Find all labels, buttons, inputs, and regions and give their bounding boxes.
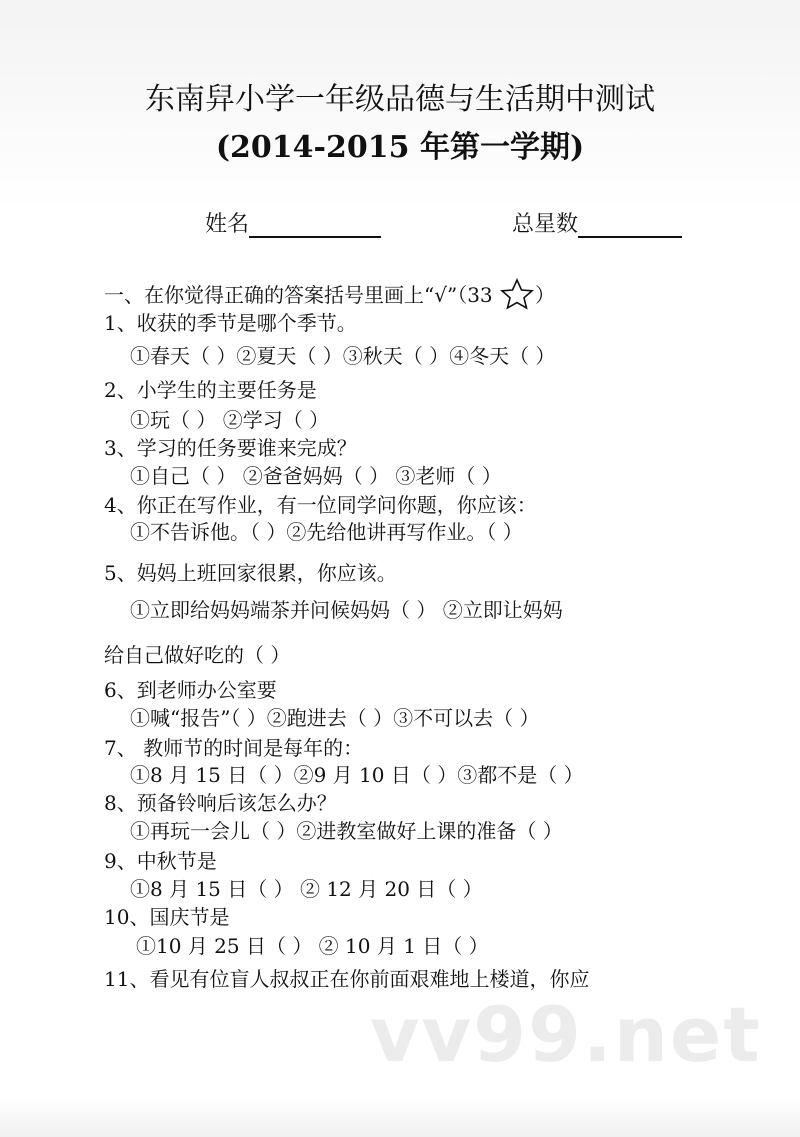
question-2-options: ①玩（ ） ②学习（ ） (130, 408, 330, 432)
question-6: 6、到老师办公室要 (104, 678, 277, 702)
question-5-options: ①立即给妈妈端茶并问候妈妈（ ） ②立即让妈妈 (130, 598, 563, 622)
question-7: 7、 教师节的时间是每年的： (104, 736, 364, 760)
stars-field (512, 212, 682, 238)
stars-label: 总星数 (512, 212, 579, 237)
question-8: 8、预备铃响后该怎么办？ (104, 791, 337, 815)
question-5: 5、妈妈上班回家很累，你应该。 (104, 561, 397, 585)
question-4: 4、你正在写作业，有一位同学问你题，你应该： (104, 493, 537, 517)
question-10-options: ①10 月 25 日（ ） ② 10 月 1 日（ ） (136, 934, 489, 958)
question-8-options: ①再玩一会儿（ ）②进教室做好上课的准备（ ） (130, 819, 563, 843)
section1-instruction-text: 一、在你觉得正确的答案括号里画上“√”（33 (104, 283, 493, 307)
name-blank[interactable] (249, 214, 381, 238)
question-7-options: ①8 月 15 日（ ）②9 月 10 日（ ）③都不是（ ） (130, 763, 584, 787)
question-4-options: ①不告诉他。（ ）②先给他讲再写作业。（ ） (130, 520, 523, 544)
question-9: 9、中秋节是 (104, 849, 217, 873)
stars-blank[interactable] (578, 214, 682, 238)
question-3-options: ①自己（ ） ②爸爸妈妈（ ） ③老师（ ） (130, 464, 502, 488)
question-2: 2、小学生的主要任务是 (104, 378, 317, 402)
name-field (205, 212, 381, 238)
question-5-options-cont: 给自己做好吃的（ ） (104, 643, 291, 667)
question-9-options: ①8 月 15 日（ ） ② 12 月 20 日（ ） (130, 877, 483, 901)
name-label: 姓名 (205, 212, 250, 237)
question-3: 3、学习的任务要谁来完成？ (104, 436, 357, 460)
star-outline-icon (499, 278, 535, 316)
question-1: 1、收获的季节是哪个季节。 (104, 311, 357, 335)
question-11: 11、看见有位盲人叔叔正在你前面艰难地上楼道，你应 (104, 967, 590, 991)
question-6-options: ①喊“报告”（ ）②跑进去（ ）③不可以去（ ） (130, 706, 540, 730)
question-1-options: ①春天（ ）②夏天（ ）③秋天（ ）④冬天（ ） (130, 344, 556, 368)
section1-instruction-close: ） (535, 283, 556, 307)
question-10: 10、国庆节是 (104, 905, 230, 929)
exam-term: (2014-2015 年第一学期) (215, 130, 585, 165)
page-shade-bottom (0, 1097, 800, 1137)
watermark: vv99.net (370, 990, 762, 1079)
exam-title: 东南舁小学一年级品德与生活期中测试 (145, 82, 655, 117)
